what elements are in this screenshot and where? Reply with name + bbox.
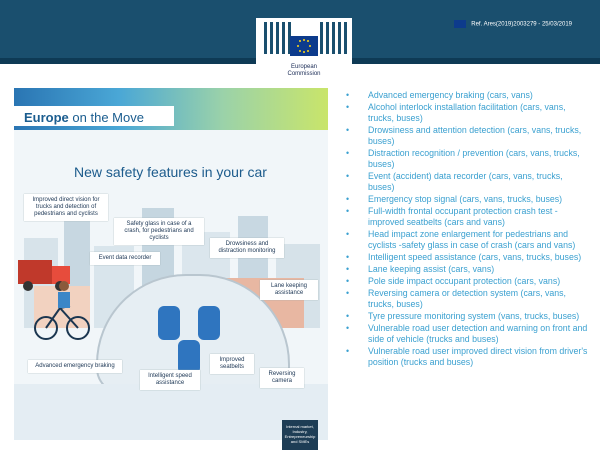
list-item: • Tyre pressure monitoring system (vans, trucks, buses): [346, 311, 590, 322]
seat-icon: [198, 306, 220, 340]
list-item: • Reversing camera or detection system (cars, vans, trucks, buses): [346, 288, 590, 310]
label-safety-glass: Safety glass in case of a crash, for pedestrians and cyclists: [114, 218, 204, 245]
logo-text: European Commission: [287, 64, 321, 77]
label-seatbelts: Improved seatbelts: [210, 354, 254, 374]
european-commission-logo: [256, 18, 352, 90]
list-item: • Emergency stop signal (cars, vans, trucks, buses): [346, 194, 590, 205]
list-item: • Intelligent speed assistance (cars, vans, trucks, buses): [346, 252, 590, 263]
label-direct-vision: Improved direct vision for trucks and detection of pedestrians and cyclists: [24, 194, 108, 221]
list-item: • Vulnerable road user detection and warning on front and side of vehicle (trucks and buses): [346, 323, 590, 345]
list-item: • Vulnerable road user improved direct vision from driver's position (trucks and buses): [346, 346, 590, 368]
logo-flag-icon: [290, 36, 318, 56]
reference-label: Ref. Ares(2019)2003279 - 25/03/2019: [471, 21, 572, 28]
list-item: • Distraction recognition / prevention (cars, vans, trucks, buses): [346, 148, 590, 170]
label-event-recorder: Event data recorder: [90, 252, 160, 265]
label-emergency-braking: Advanced emergency braking: [28, 360, 122, 373]
list-item: • Pole side impact occupant protection (cars, vans): [346, 276, 590, 287]
dg-footnote: Internal market, Industry, Entrepreneurship and SMEs: [282, 420, 318, 450]
label-drowsiness: Drowsiness and distraction monitoring: [210, 238, 284, 258]
infographic-subtitle: New safety features in your car: [74, 164, 267, 180]
reference-text: [454, 20, 572, 28]
list-item: • Advanced emergency braking (cars, vans): [346, 90, 590, 101]
list-item: • Event (accident) data recorder (cars, vans, trucks, buses): [346, 171, 590, 193]
label-lane-keeping: Lane keeping assistance: [260, 280, 318, 300]
label-speed-assistance: Intelligent speed assistance: [140, 370, 200, 390]
road: [14, 384, 328, 440]
eu-flag-icon: [454, 20, 466, 28]
list-item: • Lane keeping assist (cars, vans): [346, 264, 590, 275]
seat-icon: [158, 306, 180, 340]
label-reversing-camera: Reversing camera: [260, 368, 304, 388]
title-card: [14, 106, 174, 126]
cyclist-illustration: [34, 278, 90, 344]
safety-features-list: [346, 90, 590, 369]
infographic: [14, 88, 328, 440]
list-item: • Head impact zone enlargement for pedestrians and cyclists -safety glass in case of crash (cars and vans): [346, 229, 590, 251]
infographic-title: Europe on the Move: [24, 110, 144, 125]
list-item: • Full-width frontal occupant protection crash test - improved seatbelts (cars and vans): [346, 206, 590, 228]
list-item: • Alcohol interlock installation facilitation (cars, vans, trucks, buses): [346, 102, 590, 124]
list-item: • Drowsiness and attention detection (cars, vans, trucks, buses): [346, 125, 590, 147]
seat-icon: [178, 340, 200, 374]
